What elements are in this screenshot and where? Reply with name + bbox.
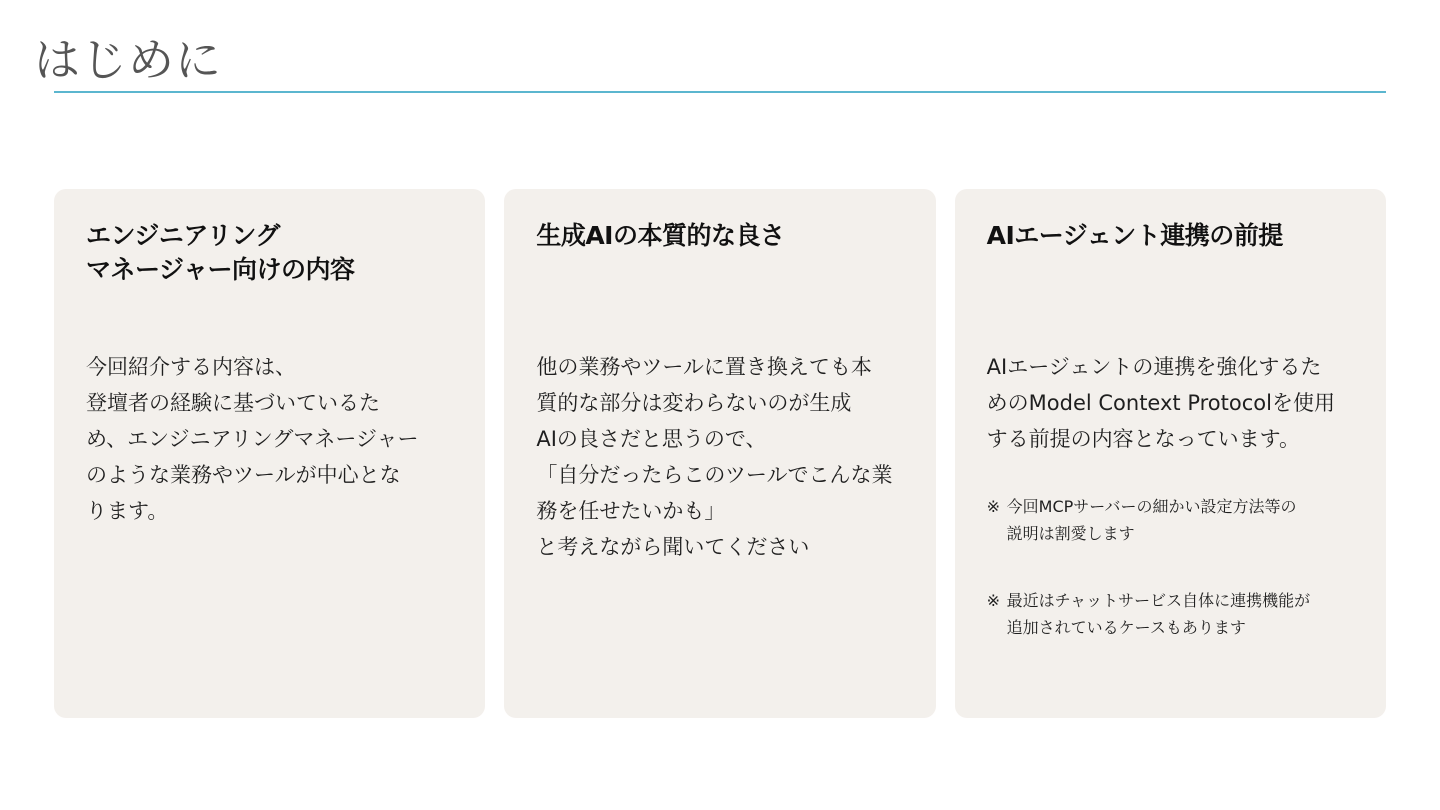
body-line: めのModel Context Protocolを使用 <box>986 391 1335 415</box>
body-line: 務を任せたいかも」 <box>536 499 726 523</box>
body-line: と考えながら聞いてください <box>536 535 810 559</box>
page-title: はじめに <box>34 33 222 87</box>
body-line: 登壇者の経験に基づいているた <box>86 391 380 415</box>
body-line: AIエージェントの連携を強化するた <box>986 355 1322 379</box>
card-body <box>536 349 903 565</box>
note-line: 今回MCPサーバーの細かい設定方法等の <box>1006 497 1297 516</box>
title-divider <box>54 91 1386 93</box>
card-heading-line: 生成AIの本質的な良さ <box>536 221 785 250</box>
note-line: 最近はチャットサービス自体に連携機能が <box>1006 591 1311 610</box>
card-engineering-manager <box>54 189 485 718</box>
note-mark: ※ <box>986 497 1001 516</box>
card-ai-agent-premise <box>955 189 1386 718</box>
body-line: 質的な部分は変わらないのが生成 <box>536 391 852 415</box>
card-heading-line: エンジニアリング <box>86 221 280 250</box>
body-line: 今回紹介する内容は、 <box>86 355 296 379</box>
note-line: 説明は割愛します <box>1006 524 1135 543</box>
note-line: 追加されているケースもあります <box>1006 618 1246 637</box>
body-line: AIの良さだと思うので、 <box>536 427 767 451</box>
card-body <box>86 349 453 529</box>
card-heading <box>987 219 1354 309</box>
footnote <box>987 587 1354 641</box>
body-line: 「自分だったらこのツールでこんな業 <box>536 463 893 487</box>
body-line: 他の業務やツールに置き換えても本 <box>536 355 872 379</box>
card-heading-line: AIエージェント連携の前提 <box>986 221 1283 250</box>
card-heading <box>536 219 903 309</box>
card-heading-line: マネージャー向けの内容 <box>86 255 355 284</box>
body-line: め、エンジニアリングマネージャー <box>86 427 419 451</box>
card-row <box>54 189 1386 718</box>
card-heading <box>86 219 453 309</box>
card-body <box>987 349 1354 457</box>
body-line: のような業務やツールが中心とな <box>86 463 401 487</box>
body-line: ります。 <box>86 499 169 523</box>
footnote <box>987 493 1354 547</box>
note-mark: ※ <box>986 591 1001 610</box>
card-generative-ai <box>504 189 935 718</box>
body-line: する前提の内容となっています。 <box>986 427 1300 451</box>
